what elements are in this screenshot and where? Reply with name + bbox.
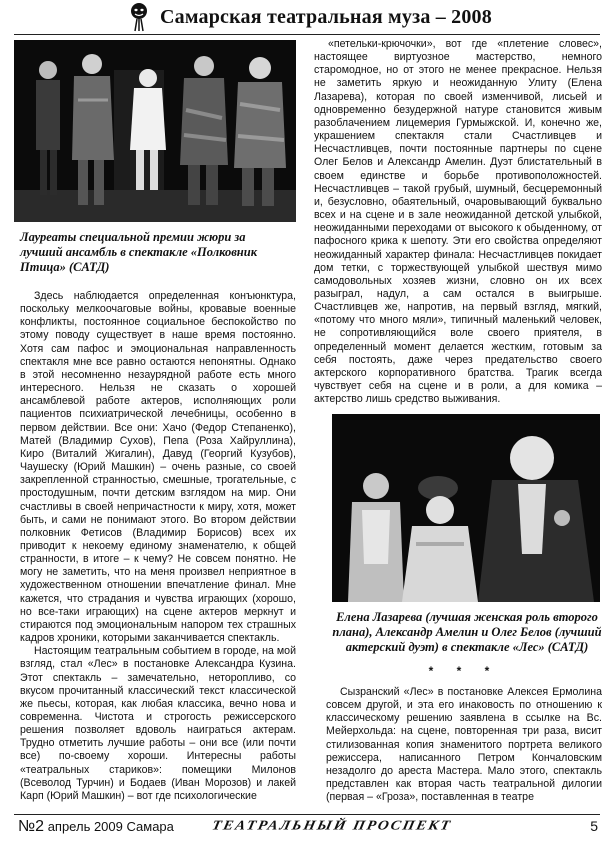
footer-divider <box>14 814 600 815</box>
paragraph: Здесь наблюдается определенная конъюнктура, поскольку мелкоочаговые войны, кровавые военные конфликты, постоянное социальное беспокойство по этому поводу существует в наше время постоянно. Хотя сам пафос и эмоциональная направленность спектакля мне все равно остаются непонятны. Однако в этой несомненно незаурядной работе есть много интересного. Нельзя не сказать о хорошей ансамблевой работе актеров, исполняющих роли пациентов психиатрической лечебницы, особенно в первом действии. Все они: Хачо (Федор Степаненко), Матей (Владимир Сухов), Пепа (Роза Хайруллина), Киро (Виталий Жигалин), Давуд (Георгий Кузубов), Чаушеску (Юрий Машкин) – очень разные, со своей закрепленной странностью, смешные, трогательные, с простодушным, почти детским взглядом на мир. Они счастливы в своей непричастности к миру, хотя, может быть, и сами не понимают этого. Во втором действии полковник Фетисов (Владимир Борисов) всех их приводит к некоему единому знаменателю, к общей странности, в итоге – к чему? Не совсем понятно. Не могу не заметить, что на меня произвел неприятное в художественном отношении впечатление финал. Мне кажется, что страдания и чувства играющих (хорошо, но все-таки играющих) на сцене актеров меркнут и стираются под эмоциональным напором тех страшных кадров хроники, которыми заканчивается спектакль. <box>20 290 296 645</box>
article-text-right-column-top <box>314 38 602 408</box>
article-text-left-column <box>20 290 296 812</box>
ensemble-photo <box>14 40 296 222</box>
paragraph: Сызранский «Лес» в постановке Алексея Ермолина совсем другой, и эта его инаковость по отношению к классическому решению заявлена в ссылке на Вс. Мейерхольда: на сцене, повторенная три раза, висит стилизованная копия знаменитого портрета великого режиссера, написанного Петром Кончаловским незадолго до ареста Мастера. Мало этого, спектакль представлен как вторая часть театральной дилогии (первая – «Гроза», поставленная в театре <box>326 686 602 804</box>
issue-date: апрель 2009 Самара <box>47 819 174 834</box>
photo-caption-actors: Елена Лазарева (лучшая женская роль второго плана), Александр Амелин и Олег Белов (лучший актерский дуэт) в спектакле «Лес» (СATД) <box>332 610 602 654</box>
masks-logo-icon <box>128 2 150 32</box>
section-separator: * * * <box>428 664 500 678</box>
page-header <box>0 0 614 36</box>
issue-info <box>18 818 174 836</box>
running-header-title: Самарская театральная муза – 2008 <box>160 6 492 28</box>
header-divider <box>14 34 600 35</box>
article-text-right-column-bottom <box>326 686 602 814</box>
paragraph: «петельки-крючочки», вот где «плетение словес», настоящее виртуозное мастерство, немного старомодное, но от этого не менее прекрасное. Нельзя не заметить яркую и неожиданную Улиту (Елена Лазарева), которая по своей изменчивой, лисьей и одновременно безудержной натуре становится живым разоблачением лицемерия Гурмыжской. И, конечно же, украшением спектакля стали Счастливцев и Несчастливцев, почти постоянные партнеры по сцене Олег Белов и Александр Амелин. Дуэт блистательный в своем единстве и борьбе противоположностей. Несчастливцев – такой грубый, шумный, бесцеремонный и, безусловно, обаятельный, очаровывающий буквально всех и на сцене и в зале неожиданной детской улыбкой, неожиданными переходами от высокого к обыденному, от пафосного крика к шепоту. Эти его свойства определяют неожиданный характер финала: Несчастливцев покидает дом тетки, с торжествующей улыбкой шествуя мимо самодовольных хозяев жизни, словно он их всех разыграл, надул, а сам остался в выигрыше. Счастливцев же, напротив, на первый взгляд, мягкий, «потому что много мяли», типичный маленький человек, не сопротивляющийся воле своего приятеля, в определенный момент делается жестким, готовым за себя постоять, даже через предательство своего актерского корпоративного братства. Трагик всегда чувствует себя на сцене и в роли, а для комика – актерство лишь средство выживания. <box>314 38 602 406</box>
issue-number: №2 <box>18 818 45 835</box>
paragraph: Настоящим театральным событием в городе, на мой взгляд, стал «Лес» в постановке Александра Кузина. Этот спектакль – замечательно, неторопливо, со вкусом прочитанный классический текст классической же пьесы, которая, как любая классика, вечно нова и современна. Чистота и строгость режиссерского решения позволяет вдоволь наиграться актерам. Трудно отметить лучшие работы – они все (или почти все) по-своему хороши. Интересны работы «театральных стариков»: помещики Милонов (Всеволод Турчин) и Бодаев (Иван Морозов) и лакей Карп (Юрий Машкин) – вот где психологические <box>20 645 296 802</box>
photo-caption-ensemble: Лауреаты специальной премии жюри за лучший ансамбль в спектакле «Полковник Птица» (СATД) <box>20 230 258 274</box>
magazine-logo: ТЕАТРАЛЬНЫЙ ПРОСПЕКТ <box>210 818 454 834</box>
page-number: 5 <box>590 818 598 834</box>
actors-photo <box>332 414 600 602</box>
